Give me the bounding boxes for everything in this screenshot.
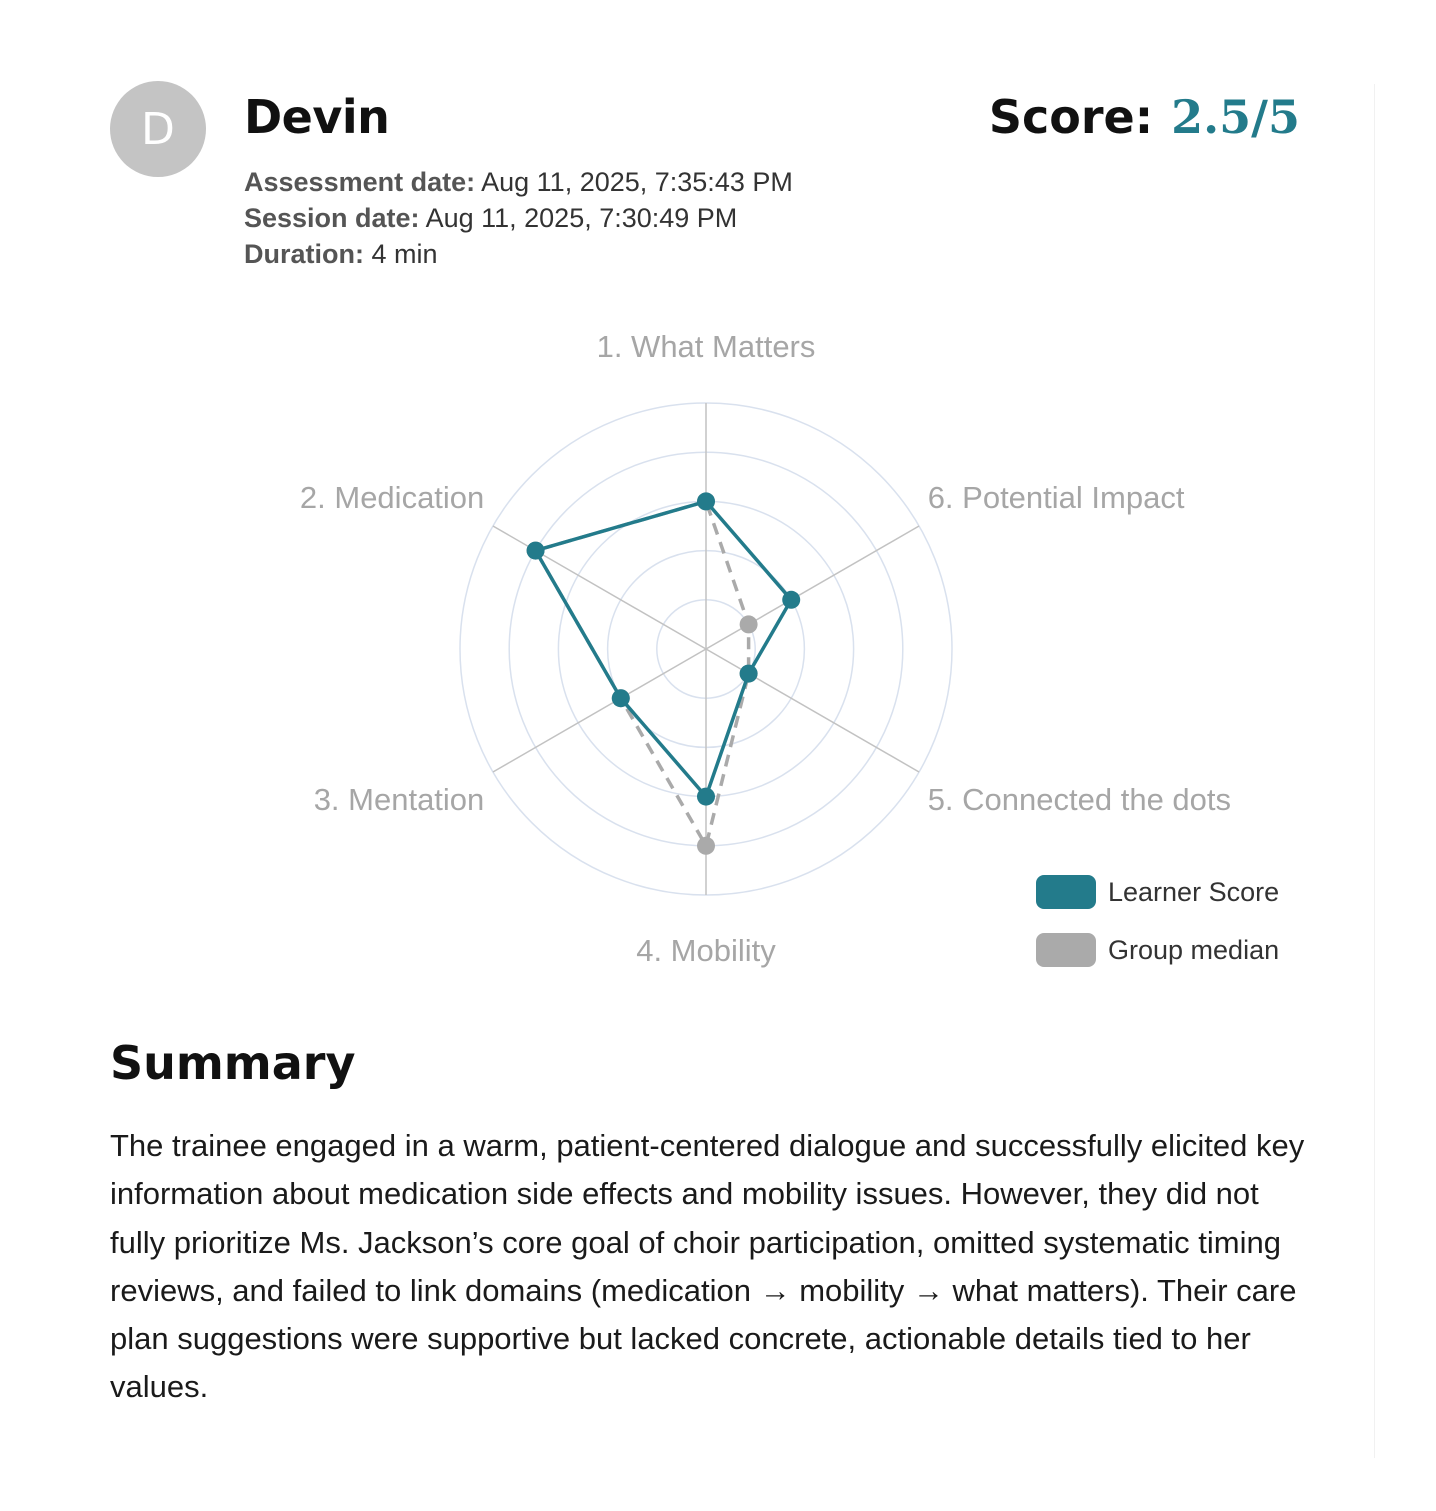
data-point-learner-4 <box>697 788 715 806</box>
legend-item-median[interactable] <box>1036 932 1279 968</box>
axis-line-2 <box>493 526 706 649</box>
data-point-learner-3 <box>612 689 630 707</box>
legend-swatch-learner <box>1036 875 1096 909</box>
duration-value: 4 min <box>363 239 438 269</box>
chart-legend <box>1036 874 1279 990</box>
assessment-date-value: Aug 11, 2025, 7:35:43 PM <box>475 167 793 197</box>
session-date-value: Aug 11, 2025, 7:30:49 PM <box>419 203 738 233</box>
duration-label: Duration: <box>244 239 364 269</box>
summary-text: The trainee engaged in a warm, patient-centered dialogue and successfully elicited key information about medication side effects and mobility issues. However, they did not fully prioritize Ms. Jackson’s core goal of choir participation, omitted systematic timing reviews, and failed to link domains (medication → mobility → what matters). Their care plan suggestions were supportive but lacked concrete, actionable details tied to her values. <box>110 1128 1305 1405</box>
legend-swatch-median <box>1036 933 1096 967</box>
axis-line-3 <box>493 649 706 772</box>
learner-name: Devin <box>244 90 390 144</box>
axis-label-4: 4. Mobility <box>636 933 776 968</box>
axis-label-2: 2. Medication <box>299 480 485 515</box>
data-point-learner-1 <box>697 492 715 510</box>
axis-line-6 <box>706 526 919 649</box>
duration-row <box>244 236 793 272</box>
axis-label-6: 6. Potential Impact <box>927 480 1185 515</box>
data-point-learner-5 <box>740 665 758 683</box>
avatar-initial: D <box>141 103 175 155</box>
legend-label-learner: Learner Score <box>1108 876 1280 907</box>
axis-label-3: 3. Mentation <box>313 782 485 817</box>
assessment-date-row <box>244 164 793 200</box>
series-line-median <box>536 501 749 845</box>
axis-label-5: 5. Connected the dots <box>927 782 1232 817</box>
series-line-learner <box>536 501 792 796</box>
data-point-learner-6 <box>782 591 800 609</box>
summary-title: Summary <box>110 1036 356 1090</box>
axis-line-5 <box>706 649 919 772</box>
assessment-date-label: Assessment date: <box>244 167 476 197</box>
legend-label-median: Group median <box>1108 934 1280 965</box>
score-label: Score: <box>988 90 1154 144</box>
score-value: 2.5/5 <box>1171 90 1300 144</box>
legend-item-learner[interactable] <box>1036 874 1279 910</box>
avatar <box>110 81 206 177</box>
data-point-median-4 <box>697 837 715 855</box>
session-date-row <box>244 200 793 236</box>
axis-label-1: 1. What Matters <box>596 329 816 364</box>
session-meta <box>244 164 793 272</box>
data-point-learner-2 <box>527 542 545 560</box>
data-point-median-6 <box>740 615 758 633</box>
score <box>989 90 1300 144</box>
session-date-label: Session date: <box>244 203 420 233</box>
